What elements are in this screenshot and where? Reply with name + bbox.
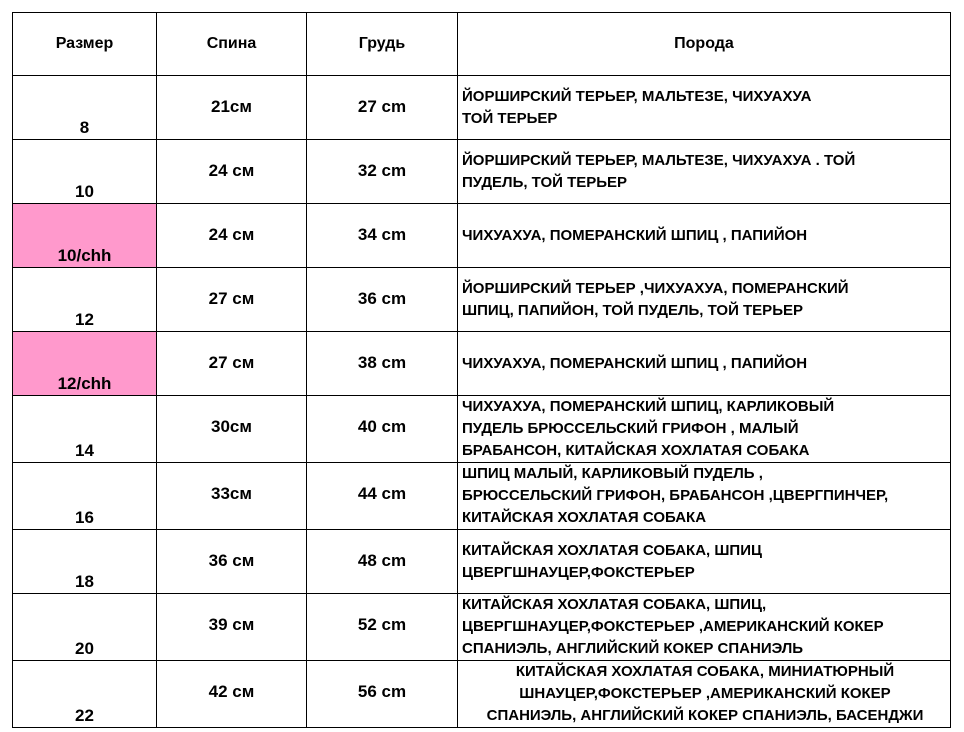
size-cell: 14 [13, 396, 157, 463]
back-cell: 24 см [157, 204, 307, 268]
table-row [13, 530, 951, 594]
size-chart-table [12, 12, 951, 728]
size-cell: 20 [13, 594, 157, 661]
header-size: Размер [13, 13, 157, 76]
chest-cell: 48 cm [307, 530, 458, 594]
breed-cell: КИТАЙСКАЯ ХОХЛАТАЯ СОБАКА, ШПИЦ ЦВЕРГШНАУЦЕР,ФОКСТЕРЬЕР [458, 530, 951, 594]
table-row [13, 76, 951, 140]
chest-cell: 56 cm [307, 661, 458, 728]
table-row [13, 463, 951, 530]
back-cell: 33см [157, 463, 307, 530]
breed-cell: ШПИЦ МАЛЫЙ, КАРЛИКОВЫЙ ПУДЕЛЬ , БРЮССЕЛЬСКИЙ ГРИФОН, БРАБАНСОН ,ЦВЕРГПИНЧЕР, КИТАЙСКАЯ ХОХЛАТАЯ СОБАКА [458, 463, 951, 530]
back-cell: 42 см [157, 661, 307, 728]
back-cell: 27 см [157, 268, 307, 332]
chest-cell: 40 cm [307, 396, 458, 463]
back-cell: 30см [157, 396, 307, 463]
table-row [13, 332, 951, 396]
table-row [13, 268, 951, 332]
chest-cell: 34 cm [307, 204, 458, 268]
chest-cell: 44 cm [307, 463, 458, 530]
table-row [13, 594, 951, 661]
breed-cell: КИТАЙСКАЯ ХОХЛАТАЯ СОБАКА, ШПИЦ, ЦВЕРГШНАУЦЕР,ФОКСТЕРЬЕР ,АМЕРИКАНСКИЙ КОКЕР СПАНИЭЛЬ, АНГЛИЙСКИЙ КОКЕР СПАНИЭЛЬ [458, 594, 951, 661]
breed-cell: ЧИХУАХУА, ПОМЕРАНСКИЙ ШПИЦ , ПАПИЙОН [458, 332, 951, 396]
size-cell-highlighted: 12/chh [13, 332, 157, 396]
table-row [13, 204, 951, 268]
table-body [13, 76, 951, 728]
size-cell: 8 [13, 76, 157, 140]
size-cell: 16 [13, 463, 157, 530]
chest-cell: 52 cm [307, 594, 458, 661]
breed-cell: ЧИХУАХУА, ПОМЕРАНСКИЙ ШПИЦ , ПАПИЙОН [458, 204, 951, 268]
size-cell: 22 [13, 661, 157, 728]
table-row [13, 396, 951, 463]
chest-cell: 27 cm [307, 76, 458, 140]
header-breed: Порода [458, 13, 951, 76]
chest-cell: 38 cm [307, 332, 458, 396]
table-row [13, 661, 951, 728]
size-cell: 12 [13, 268, 157, 332]
size-cell: 10 [13, 140, 157, 204]
breed-cell: ЙОРШИРСКИЙ ТЕРЬЕР ,ЧИХУАХУА, ПОМЕРАНСКИЙ ШПИЦ, ПАПИЙОН, ТОЙ ПУДЕЛЬ, ТОЙ ТЕРЬЕР [458, 268, 951, 332]
header-chest: Грудь [307, 13, 458, 76]
back-cell: 24 см [157, 140, 307, 204]
table-row [13, 140, 951, 204]
size-cell: 18 [13, 530, 157, 594]
breed-cell: ЙОРШИРСКИЙ ТЕРЬЕР, МАЛЬТЕЗЕ, ЧИХУАХУА . ТОЙ ПУДЕЛЬ, ТОЙ ТЕРЬЕР [458, 140, 951, 204]
back-cell: 39 см [157, 594, 307, 661]
breed-cell: ЙОРШИРСКИЙ ТЕРЬЕР, МАЛЬТЕЗЕ, ЧИХУАХУА ТОЙ ТЕРЬЕР [458, 76, 951, 140]
breed-cell: КИТАЙСКАЯ ХОХЛАТАЯ СОБАКА, МИНИАТЮРНЫЙ ШНАУЦЕР,ФОКСТЕРЬЕР ,АМЕРИКАНСКИЙ КОКЕР СПАНИЭЛЬ, АНГЛИЙСКИЙ КОКЕР СПАНИЭЛЬ, БАСЕНДЖИ [458, 661, 951, 728]
chest-cell: 36 cm [307, 268, 458, 332]
breed-cell: ЧИХУАХУА, ПОМЕРАНСКИЙ ШПИЦ, КАРЛИКОВЫЙ ПУДЕЛЬ БРЮССЕЛЬСКИЙ ГРИФОН , МАЛЫЙ БРАБАНСОН, КИТАЙСКАЯ ХОХЛАТАЯ СОБАКА [458, 396, 951, 463]
back-cell: 36 см [157, 530, 307, 594]
chest-cell: 32 cm [307, 140, 458, 204]
back-cell: 27 см [157, 332, 307, 396]
header-row [13, 13, 951, 76]
back-cell: 21см [157, 76, 307, 140]
size-cell-highlighted: 10/chh [13, 204, 157, 268]
header-back: Спина [157, 13, 307, 76]
